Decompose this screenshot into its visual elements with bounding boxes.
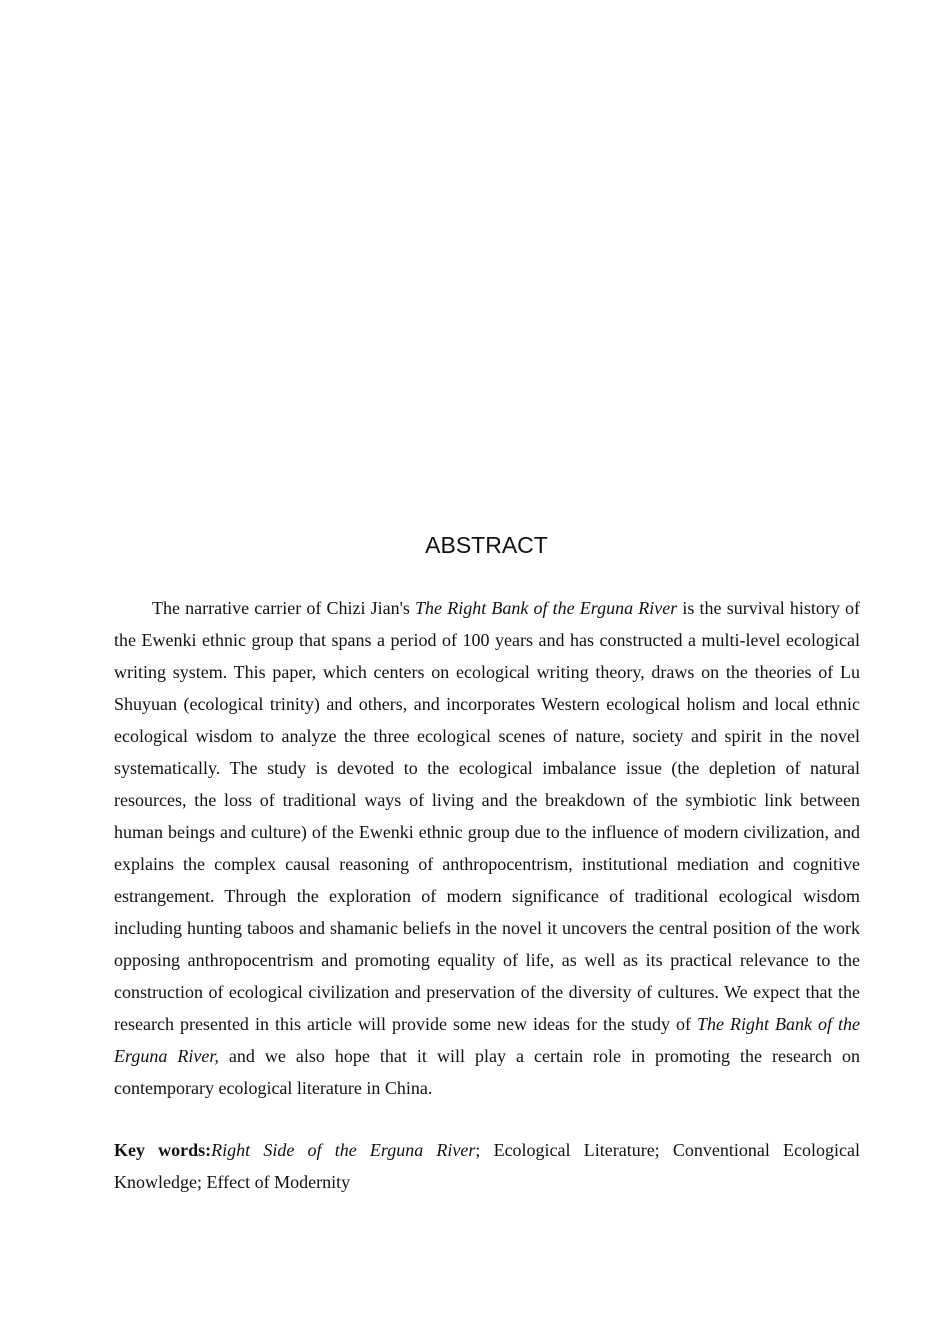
abstract-heading: ABSTRACT: [425, 532, 548, 558]
abstract-text-part2: is the survival history of the Ewenki ethnic group that spans a period of 100 years and has constructed a multi-level ecological writing system. This paper, which centers on ecological writing theory, draws on the theories of Lu Shuyuan (ecological trinity) and others, and incorporates Western ecological holism and local ethnic ecological wisdom to analyze the three ecological scenes of nature, society and spirit in the novel systematically. The study is devoted to the ecological imbalance issue (the depletion of natural resources, the loss of traditional ways of living and the breakdown of the symbiotic link between human beings and culture) of the Ewenki ethnic group due to the influence of modern civilization, and explains the complex causal reasoning of anthropocentrism, institutional mediation and cognitive estrangement. Through the exploration of modern significance of traditional ecological wisdom including hunting taboos and shamanic beliefs in the novel it uncovers the central position of the work opposing anthropocentrism and promoting equality of life, as well as its practical relevance to the construction of ecological civilization and preservation of the diversity of cultures. We expect that the research presented in this article will provide some new ideas for the study of: [114, 598, 860, 1034]
book-title-italic: The Right Bank of the Erguna River: [415, 598, 678, 618]
keyword-title-italic: Right Side of the Erguna River: [211, 1140, 476, 1160]
book-title-italic-second: The Right Bank of the Erguna River,: [114, 1014, 860, 1066]
abstract-text-part1: The narrative carrier of Chizi Jian's: [152, 598, 416, 618]
keywords-line: [114, 1134, 860, 1198]
abstract-paragraph: [114, 592, 860, 1104]
keywords-rest: ; Ecological Literature; Conventional Ecological Knowledge; Effect of Modernity: [114, 1140, 860, 1192]
abstract-text-part3: and we also hope that it will play a certain role in promoting the research on contemporary ecological literature in China.: [114, 1046, 860, 1098]
keywords-label: Key words:: [114, 1140, 212, 1160]
